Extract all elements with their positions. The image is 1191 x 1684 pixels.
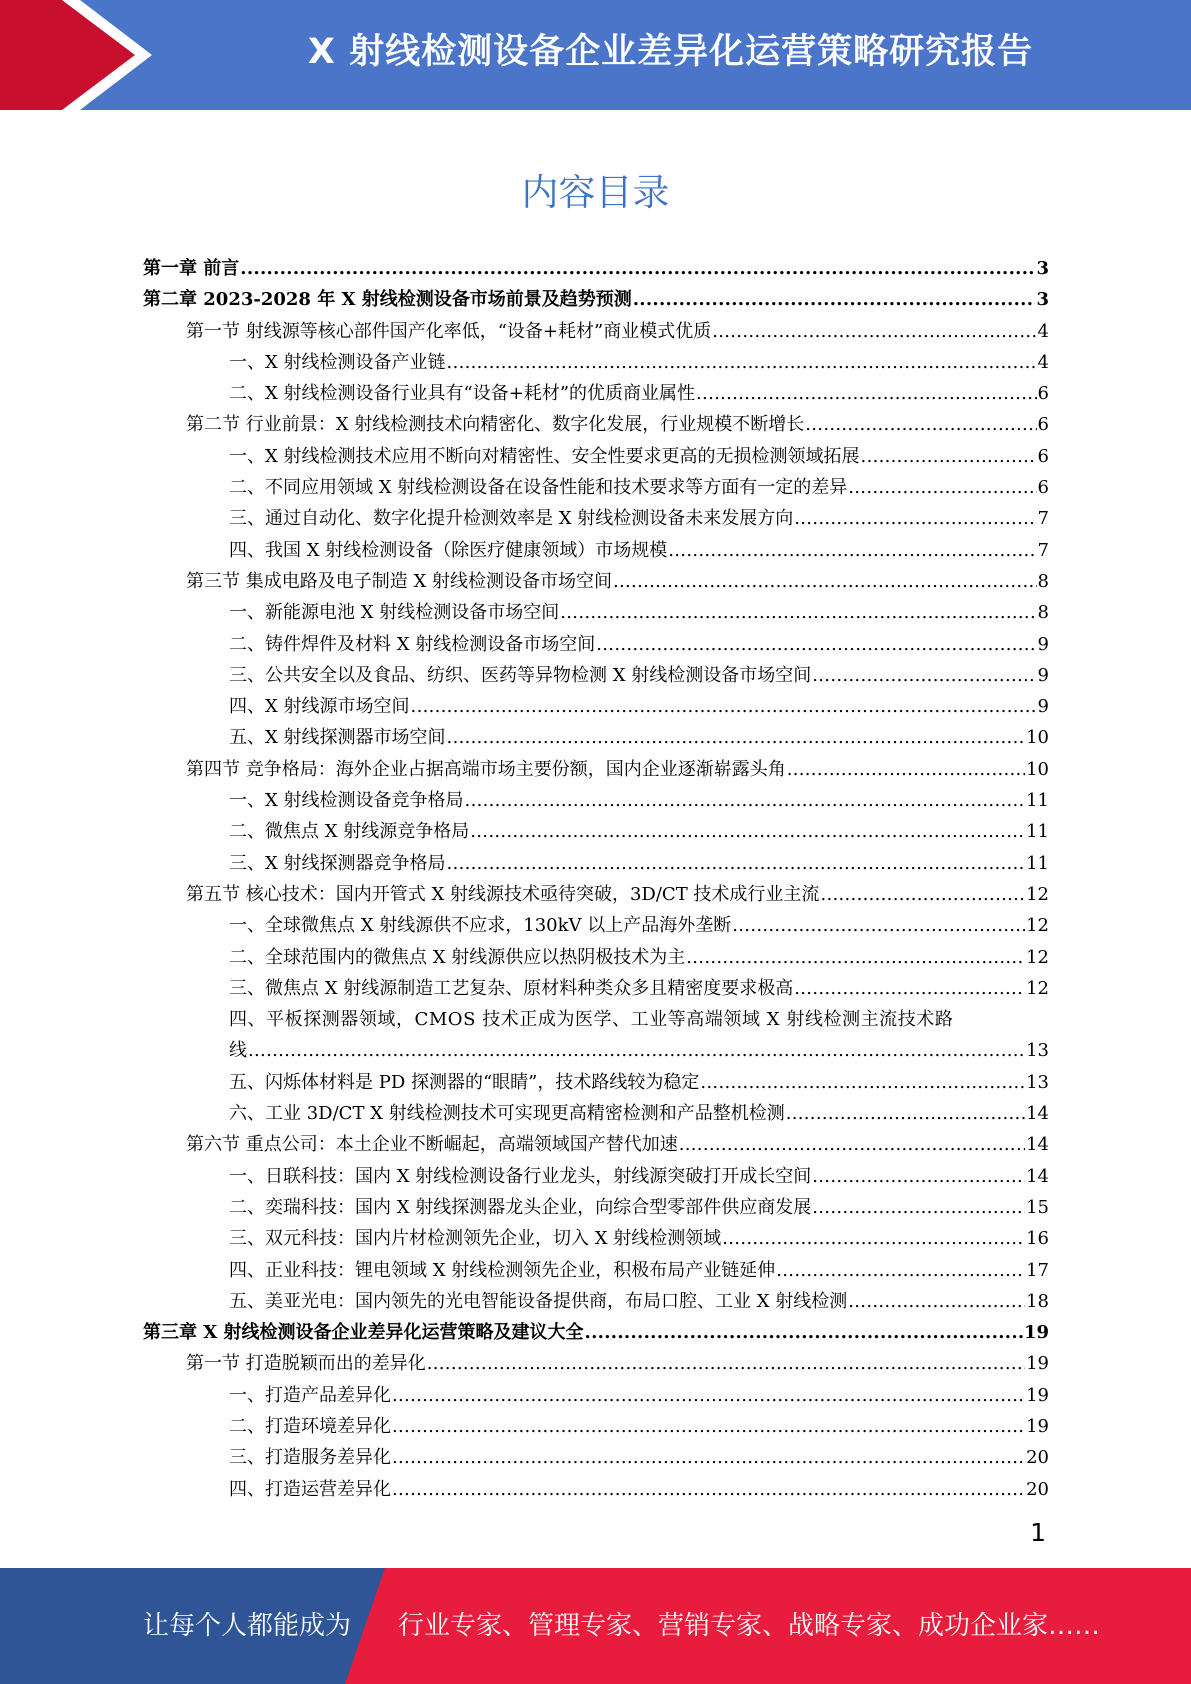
toc-entry[interactable] xyxy=(143,723,1049,754)
toc-entry[interactable] xyxy=(143,1381,1049,1412)
toc-entry-text: 第三节 集成电路及电子制造 X 射线检测设备市场空间 xyxy=(186,570,612,592)
toc-entry-page: 9 xyxy=(1037,664,1049,686)
toc-entry-text: 二、X 射线检测设备行业具有“设备+耗材”的优质商业属性 xyxy=(229,383,696,405)
toc-entry[interactable] xyxy=(143,285,1049,316)
toc-entry[interactable] xyxy=(143,911,1049,942)
leader-dots xyxy=(696,383,1037,404)
toc-entry[interactable] xyxy=(143,849,1049,880)
leader-dots xyxy=(411,696,1037,717)
toc-entry[interactable] xyxy=(143,1193,1049,1224)
leader-dots xyxy=(820,884,1025,905)
toc-entry-page: 19 xyxy=(1026,1384,1049,1406)
toc-entry[interactable] xyxy=(143,567,1049,598)
toc-entry-text: 第一章 前言 xyxy=(143,258,240,279)
leader-dots xyxy=(732,915,1025,936)
toc-entry-text: 二、全球范围内的微焦点 X 射线源供应以热阴极技术为主 xyxy=(229,946,686,968)
leader-dots xyxy=(470,821,1025,842)
toc-entry-text: 五、X 射线探测器市场空间 xyxy=(229,727,446,749)
toc-entry[interactable] xyxy=(143,317,1049,348)
toc-entry[interactable] xyxy=(143,473,1049,504)
toc-entry-page: 6 xyxy=(1037,445,1049,467)
leader-dots xyxy=(787,759,1025,780)
leader-dots xyxy=(447,352,1037,373)
toc-entry-continuation[interactable] xyxy=(143,1036,1049,1067)
footer-slogan-right: 行业专家、管理专家、营销专家、战略专家、成功企业家…… xyxy=(398,1611,1101,1641)
toc-entry-text: 四、我国 X 射线检测设备（除医疗健康领域）市场规模 xyxy=(229,539,668,561)
toc-entry[interactable] xyxy=(143,379,1049,410)
leader-dots xyxy=(560,602,1036,623)
toc-entry-page: 9 xyxy=(1037,633,1049,655)
toc-entry[interactable] xyxy=(143,1318,1049,1349)
toc-entry-text: 四、打造运营差异化 xyxy=(229,1478,391,1500)
leader-dots xyxy=(700,1072,1025,1093)
toc-entry[interactable] xyxy=(143,1162,1049,1193)
toc-entry-page: 20 xyxy=(1026,1447,1049,1469)
toc-entry-page: 10 xyxy=(1026,758,1049,780)
toc-entry-text: 线 xyxy=(229,1040,247,1062)
toc-entry-page: 8 xyxy=(1037,602,1049,624)
leader-dots xyxy=(613,571,1037,592)
toc-entry[interactable] xyxy=(143,1099,1049,1130)
page-number: 1 xyxy=(1030,1518,1046,1547)
leader-dots xyxy=(812,1166,1025,1187)
toc-entry-text: 第五节 核心技术：国内开管式 X 射线源技术亟待突破，3D/CT 技术成行业主流 xyxy=(186,883,820,905)
toc-entry-page: 18 xyxy=(1026,1290,1049,1312)
toc-entry[interactable] xyxy=(143,536,1049,567)
footer-banner xyxy=(0,1568,1191,1684)
toc-entry[interactable] xyxy=(143,943,1049,974)
toc-entry-text: 三、通过自动化、数字化提升检测效率是 X 射线检测设备未来发展方向 xyxy=(229,508,794,530)
toc-entry-text: 一、X 射线检测设备竞争格局 xyxy=(229,790,464,812)
toc-entry[interactable] xyxy=(143,1475,1049,1506)
toc-entry-page: 13 xyxy=(1026,1071,1049,1093)
leader-dots xyxy=(447,853,1026,874)
toc-entry[interactable] xyxy=(143,442,1049,473)
toc-entry[interactable] xyxy=(143,817,1049,848)
leader-dots xyxy=(679,1134,1025,1155)
toc-entry-text: 三、双元科技：国内片材检测领先企业，切入 X 射线检测领域 xyxy=(229,1228,722,1250)
toc-entry[interactable] xyxy=(143,630,1049,661)
toc-entry[interactable] xyxy=(143,1412,1049,1443)
toc-entry-page: 14 xyxy=(1026,1103,1049,1125)
toc-entry-text: 三、X 射线探测器竞争格局 xyxy=(229,852,446,874)
toc-entry-text: 第四节 竞争格局：海外企业占据高端市场主要份额，国内企业逐渐崭露头角 xyxy=(186,758,786,780)
toc-entry[interactable] xyxy=(143,692,1049,723)
toc-entry-page: 14 xyxy=(1026,1134,1049,1156)
toc-entry-text: 二、打造环境差异化 xyxy=(229,1415,391,1437)
toc-entry-page: 13 xyxy=(1026,1040,1049,1062)
leader-dots xyxy=(794,508,1036,529)
leader-dots xyxy=(812,665,1036,686)
toc-entry-page: 19 xyxy=(1026,1415,1049,1437)
leader-dots xyxy=(786,1103,1025,1124)
toc-entry[interactable] xyxy=(143,504,1049,535)
toc-entry[interactable] xyxy=(143,410,1049,441)
toc-entry-page: 11 xyxy=(1026,790,1049,812)
toc-entry[interactable] xyxy=(143,254,1049,285)
leader-dots xyxy=(861,446,1037,467)
toc-entry-text: 一、新能源电池 X 射线检测设备市场空间 xyxy=(229,602,560,624)
toc-entry[interactable] xyxy=(143,661,1049,692)
leader-dots xyxy=(633,289,1036,310)
leader-dots xyxy=(392,1416,1025,1437)
toc-entry[interactable] xyxy=(143,1287,1049,1318)
header-arrow-decoration xyxy=(0,0,160,110)
toc-entry-page: 6 xyxy=(1037,383,1049,405)
toc-entry-page: 3 xyxy=(1036,289,1049,311)
toc-entry-page: 8 xyxy=(1037,570,1049,592)
toc-entry-page: 12 xyxy=(1026,946,1049,968)
toc-entry-text: 第一节 射线源等核心部件国产化率低，“设备+耗材”商业模式优质 xyxy=(186,320,712,342)
leader-dots xyxy=(392,1479,1025,1500)
toc-heading: 内容目录 xyxy=(521,171,670,214)
leader-dots xyxy=(392,1385,1025,1406)
leader-dots xyxy=(240,258,1035,279)
toc-entry-text: 四、X 射线源市场空间 xyxy=(229,696,410,718)
toc-entry-text: 一、日联科技：国内 X 射线检测设备行业龙头，射线源突破打开成长空间 xyxy=(229,1165,812,1187)
leader-dots xyxy=(668,540,1036,561)
toc-entry-page: 7 xyxy=(1037,539,1049,561)
toc-entry-text: 三、公共安全以及食品、纺织、医药等异物检测 X 射线检测设备市场空间 xyxy=(229,664,812,686)
toc-entry-text: 一、全球微焦点 X 射线源供不应求，130kV 以上产品海外垄断 xyxy=(229,915,732,937)
toc-entry-page: 15 xyxy=(1026,1196,1049,1218)
leader-dots xyxy=(427,1353,1025,1374)
toc-entry-page: 7 xyxy=(1037,508,1049,530)
leader-dots xyxy=(848,1291,1025,1312)
toc-entry-text: 二、微焦点 X 射线源竞争格局 xyxy=(229,821,470,843)
toc-entry-page: 4 xyxy=(1037,320,1049,342)
toc-entry[interactable] xyxy=(143,598,1049,629)
toc-entry-page: 6 xyxy=(1037,414,1049,436)
toc-entry-page: 3 xyxy=(1036,258,1049,279)
toc-entry-page: 6 xyxy=(1037,477,1049,499)
header-banner xyxy=(0,0,1191,110)
toc-entry-page: 19 xyxy=(1023,1322,1049,1344)
toc-entry[interactable] xyxy=(143,974,1049,1005)
footer-slogan-left: 让每个人都能成为 xyxy=(143,1611,352,1641)
toc-entry[interactable] xyxy=(143,1443,1049,1474)
toc-entry-text: 一、X 射线检测技术应用不断向对精密性、安全性要求更高的无损检测领域拓展 xyxy=(229,445,860,467)
toc-entry-text: 第六节 重点公司：本土企业不断崛起，高端领域国产替代加速 xyxy=(186,1134,678,1156)
toc-entry-page: 11 xyxy=(1026,821,1049,843)
toc-entry-text: 二、奕瑞科技：国内 X 射线探测器龙头企业，向综合型零部件供应商发展 xyxy=(229,1196,812,1218)
toc-entry-text: 三、微焦点 X 射线源制造工艺复杂、原材料种类众多且精密度要求极高 xyxy=(229,977,794,999)
toc-entry[interactable] xyxy=(143,755,1049,786)
toc-entry-text: 五、闪烁体材料是 PD 探测器的“眼睛”，技术路线较为稳定 xyxy=(229,1071,700,1093)
leader-dots xyxy=(585,1322,1023,1343)
toc-entry-text: 第一节 打造脱颖而出的差异化 xyxy=(186,1353,426,1375)
leader-dots xyxy=(805,414,1036,435)
leader-dots xyxy=(392,1447,1025,1468)
toc-entry-page: 10 xyxy=(1026,727,1049,749)
toc-entry-page: 4 xyxy=(1037,351,1049,373)
leader-dots xyxy=(686,947,1025,968)
leader-dots xyxy=(447,727,1026,748)
toc-entry[interactable] xyxy=(143,880,1049,911)
toc-entry-text: 二、铸件焊件及材料 X 射线检测设备市场空间 xyxy=(229,633,596,655)
leader-dots xyxy=(712,321,1036,342)
leader-dots xyxy=(812,1197,1025,1218)
toc-entry-page: 16 xyxy=(1026,1228,1049,1250)
leader-dots xyxy=(248,1040,1025,1061)
toc-entry-text: 二、不同应用领域 X 射线检测设备在设备性能和技术要求等方面有一定的差异 xyxy=(229,477,848,499)
toc-entry-page: 12 xyxy=(1026,915,1049,937)
toc-entry-text: 第二节 行业前景：X 射线检测技术向精密化、数字化发展，行业规模不断增长 xyxy=(186,414,805,436)
leader-dots xyxy=(722,1228,1025,1249)
toc-entry-text: 六、工业 3D/CT X 射线检测技术可实现更高精密检测和产品整机检测 xyxy=(229,1103,785,1125)
toc-entry-text: 五、美亚光电：国内领先的光电智能设备提供商，布局口腔、工业 X 射线检测 xyxy=(229,1290,848,1312)
toc-entry[interactable] xyxy=(143,1068,1049,1099)
toc-entry-page: 19 xyxy=(1026,1353,1049,1375)
leader-dots xyxy=(848,477,1036,498)
toc-entry-text: 一、X 射线检测设备产业链 xyxy=(229,351,446,373)
toc-entry[interactable] xyxy=(143,1130,1049,1161)
toc-entry-page: 9 xyxy=(1037,696,1049,718)
report-title: X 射线检测设备企业差异化运营策略研究报告 xyxy=(307,32,1034,72)
toc-entry-text: 第二章 2023-2028 年 X 射线检测设备市场前景及趋势预测 xyxy=(143,289,632,311)
toc-entry[interactable] xyxy=(143,786,1049,817)
toc-entry-text: 一、打造产品差异化 xyxy=(229,1384,391,1406)
leader-dots xyxy=(465,790,1026,811)
toc-entry-text: 三、打造服务差异化 xyxy=(229,1447,391,1469)
toc-entry-text: 四、平板探测器领域，CMOS 技术正成为医学、工业等高端领域 X 射线检测主流技术路 xyxy=(229,1009,954,1031)
toc-entry-page: 12 xyxy=(1026,977,1049,999)
toc-entry-page: 14 xyxy=(1026,1165,1049,1187)
toc-entry-text: 第三章 X 射线检测设备企业差异化运营策略及建议大全 xyxy=(143,1322,584,1344)
leader-dots xyxy=(776,1260,1025,1281)
toc-entry[interactable] xyxy=(143,1256,1049,1287)
toc-entry-page: 11 xyxy=(1026,852,1049,874)
toc-entry[interactable] xyxy=(143,1349,1049,1380)
toc-entry-wrapped-line[interactable] xyxy=(143,1005,1049,1036)
toc-entry-text: 四、正业科技：锂电领域 X 射线检测领先企业，积极布局产业链延伸 xyxy=(229,1259,776,1281)
toc-entry[interactable] xyxy=(143,348,1049,379)
toc-entry-page: 17 xyxy=(1026,1259,1049,1281)
toc-entry[interactable] xyxy=(143,1224,1049,1255)
table-of-contents xyxy=(143,254,1049,1506)
leader-dots xyxy=(794,978,1025,999)
leader-dots xyxy=(596,634,1036,655)
toc-entry-page: 12 xyxy=(1026,883,1049,905)
toc-entry-page: 20 xyxy=(1026,1478,1049,1500)
